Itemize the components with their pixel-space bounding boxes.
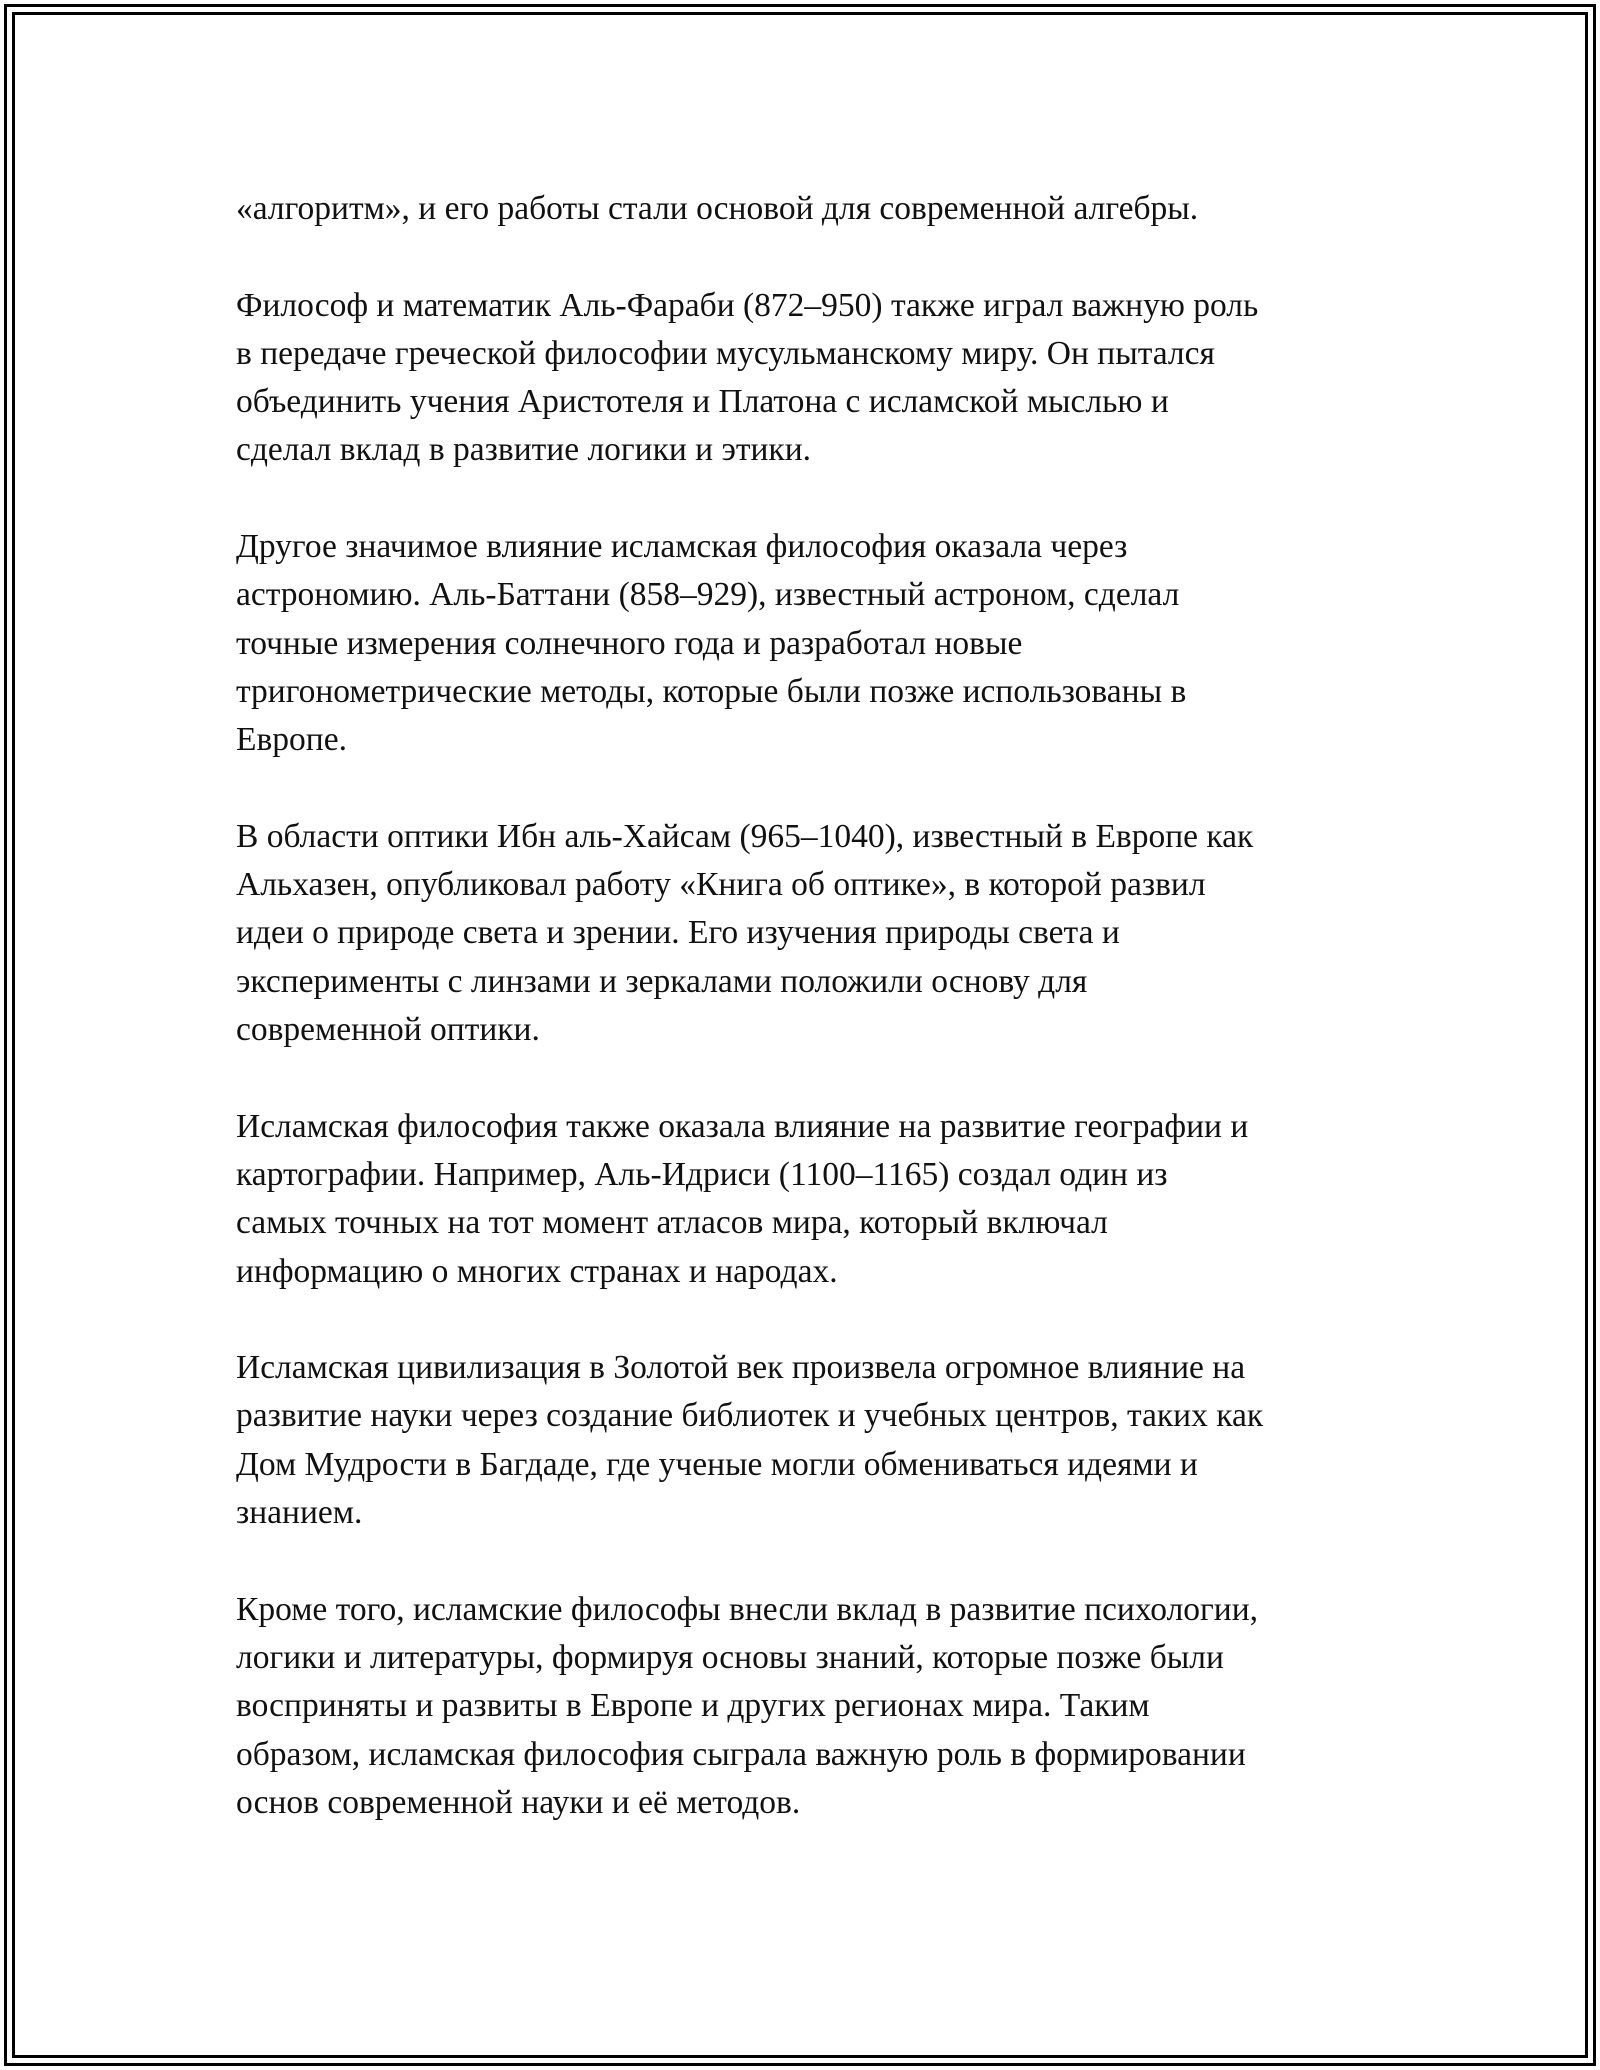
document-body: [236, 185, 1386, 1875]
text-line: картографии. Например, Аль-Идриси (1100–1165) создал один из: [236, 1155, 1168, 1193]
text-line: Кроме того, исламские философы внесли вклад в развитие психологии,: [236, 1590, 1259, 1628]
text-line: Другое значимое влияние исламская философия оказала через: [236, 528, 1128, 566]
text-line: В области оптики Ибн аль-Хайсам (965–1040), известный в Европе как: [236, 817, 1254, 855]
text-line: самых точных на тот момент атласов мира, который включал: [236, 1204, 1108, 1242]
text-line: идеи о природе света и зрении. Его изучения природы света и: [236, 914, 1120, 952]
paragraph-optics: [236, 813, 1386, 1054]
paragraph-astronomy: [236, 523, 1386, 764]
text-line: астрономию. Аль-Баттани (858–929), известный астроном, сделал: [236, 576, 1180, 614]
text-line: эксперименты с линзами и зеркалами положили основу для: [236, 962, 1088, 1000]
text-line: основ современной науки и её методов.: [236, 1783, 801, 1821]
paragraph-conclusion: [236, 1586, 1386, 1827]
text-line: точные измерения солнечного года и разработал новые: [236, 624, 1023, 662]
text-line: Дом Мудрости в Багдаде, где ученые могли обмениваться идеями и: [236, 1445, 1198, 1483]
text-line: в передаче греческой философии мусульманскому миру. Он пытался: [236, 334, 1215, 372]
paragraph-golden-age: [236, 1344, 1386, 1537]
text-line: информацию о многих странах и народах.: [236, 1252, 838, 1290]
paragraph-al-farabi: [236, 282, 1386, 475]
text-line: сделал вклад в развитие логики и этики.: [236, 431, 811, 469]
text-line: объединить учения Аристотеля и Платона с исламской мыслью и: [236, 383, 1169, 421]
text-line: тригонометрические методы, которые были позже использованы в: [236, 672, 1187, 710]
text-line: знанием.: [236, 1494, 363, 1532]
text-line: развитие науки через создание библиотек и учебных центров, таких как: [236, 1397, 1264, 1435]
text-line: логики и литературы, формируя основы знаний, которые позже были: [236, 1638, 1224, 1676]
text-line: образом, исламская философия сыграла важную роль в формировании: [236, 1735, 1246, 1773]
paragraph-geography: [236, 1103, 1386, 1296]
text-line: современной оптики.: [236, 1011, 540, 1049]
text-line: Альхазен, опубликовал работу «Книга об оптике», в которой развил: [236, 866, 1206, 904]
text-line: «алгоритм», и его работы стали основой для современной алгебры.: [236, 190, 1199, 227]
text-line: Философ и математик Аль-Фараби (872–950) также играл важную роль: [236, 286, 1259, 324]
text-line: Европе.: [236, 721, 347, 759]
text-line: Исламская цивилизация в Золотой век произвела огромное влияние на: [236, 1349, 1246, 1387]
text-line: Исламская философия также оказала влияние на развитие географии и: [236, 1107, 1249, 1145]
paragraph-algorithm-continuation: [236, 185, 1386, 233]
text-line: восприняты и развиты в Европе и других регионах мира. Таким: [236, 1687, 1150, 1725]
